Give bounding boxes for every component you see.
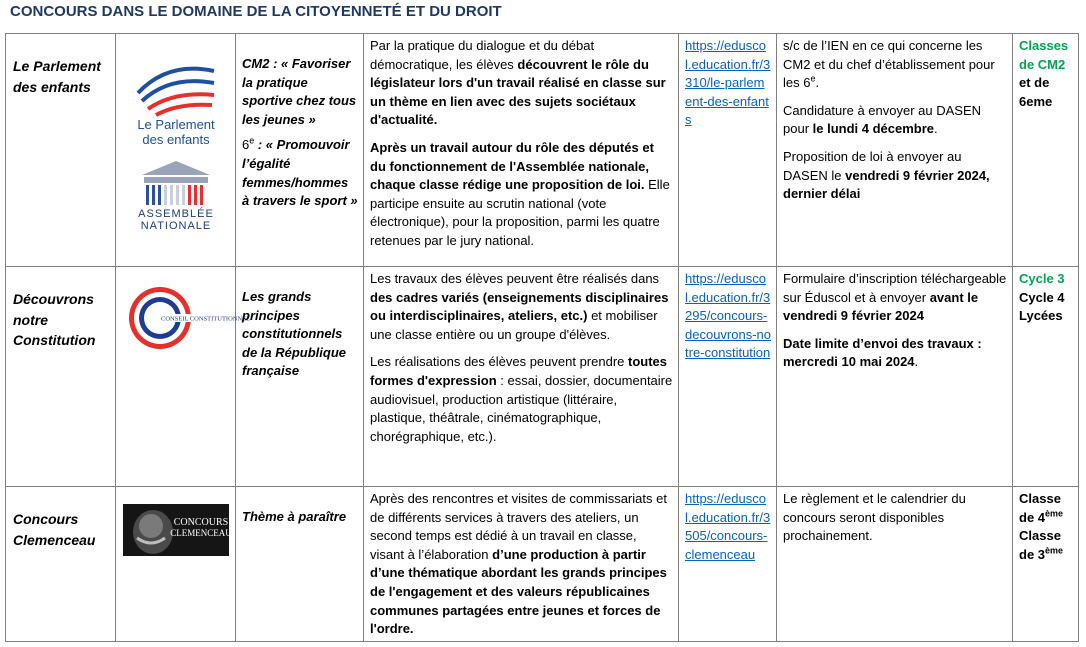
info-cell	[777, 487, 1013, 642]
parlement-des-enfants-logo	[128, 55, 224, 149]
logo-text: ASSEMBLÉE	[138, 208, 214, 220]
description-bold: des cadres variés (enseignements disciplinaires ou interdisciplinaires, ateliers, etc.)	[370, 289, 669, 324]
link-cell	[679, 34, 777, 267]
assemblee-nationale-logo	[130, 155, 222, 231]
logo-text: NATIONALE	[140, 220, 212, 232]
info-text: s/c de l’IEN en ce qui concerne les CM2 et du chef d’établissement pour les 6	[783, 38, 995, 91]
contest-name: Le Parlement des enfants	[13, 58, 101, 95]
description-cell	[364, 487, 679, 642]
page-title: CONCOURS DANS LE DOMAINE DE LA CITOYENNETÉ ET DU DROIT	[10, 3, 502, 20]
description-cell	[364, 34, 679, 267]
classes-sup: ème	[1045, 508, 1064, 519]
info-text: Formulaire d’inscription téléchargeable sur Éduscol et à envoyer	[783, 271, 1007, 305]
table-row	[6, 487, 1079, 642]
theme-sixth-sup: e	[249, 136, 255, 147]
info-sup: e	[810, 73, 816, 84]
table-row	[6, 34, 1079, 267]
theme-cell	[236, 267, 364, 487]
eduscol-link[interactable]: https://eduscol.education.fr/3295/concours-decouvrons-notre-constitution	[685, 271, 771, 361]
info-text: .	[914, 354, 919, 370]
info-cell	[777, 267, 1013, 487]
logo-cell	[116, 267, 251, 487]
classes-text: et de 6eme	[1019, 75, 1053, 109]
eduscol-link[interactable]: https://eduscol.education.fr/3310/le-parlement-des-enfants	[685, 38, 771, 128]
classes-text: Classe de 4	[1019, 491, 1061, 525]
classes-sup: ème	[1045, 545, 1064, 556]
contest-name: Concours Clemenceau	[13, 511, 96, 548]
info-bold: Date limite d’envoi des travaux :	[783, 335, 982, 351]
theme-sixth-text: : « Promouvoir l’égalité femmes/hommes à travers le sport »	[242, 137, 358, 209]
link-cell	[679, 267, 777, 487]
description-bold: toutes formes d'expression	[370, 354, 667, 388]
description-text: et mobiliser une classe entière ou un groupe d'élèves.	[370, 308, 658, 342]
logo-cell	[116, 34, 236, 267]
description-text: : essai, dossier, documentaire audiovisuel, production artistique (littéraire, plastique, théâtrale, cinématographique, chorégraphique, etc.).	[370, 372, 673, 444]
description-bold: découvrent le rôle du législateur lors d'un travail réalisé en classe sur un thème en lien avec des sujets sociétaux d'actualité.	[370, 56, 666, 128]
info-text: .	[934, 121, 938, 137]
concours-clemenceau-logo	[123, 504, 232, 556]
contest-name: Découvrons notre Constitution	[13, 291, 96, 348]
theme-cm2-label: CM2	[242, 56, 270, 71]
theme-sixth-label: 6	[242, 137, 250, 153]
description-bold: d’une production à partir d’une thématique abordant les grands principes de l'engagement et des valeurs républicaines communes partagées entre jeunes et forces de l'ordre.	[370, 546, 667, 637]
description-text: Elle participe ensuite au scrutin national (vote électronique), pour la proposition, parmi les quatre retenues par le jury national.	[370, 177, 670, 248]
conseil-constitutionnel-logo	[126, 284, 251, 352]
description-text: Les réalisations des élèves peuvent prendre	[370, 354, 628, 370]
info-bold: le lundi 4 décembre	[812, 121, 935, 137]
classes-cell	[1013, 34, 1079, 267]
description-cell	[364, 267, 679, 487]
description-text: Par la pratique du dialogue et du débat démocratique, les élèves	[370, 38, 595, 72]
logo-text: des enfants	[142, 132, 210, 147]
description-bold: Après un travail autour du rôle des députés et du fonctionnement de l'Assemblée nationale, chaque classe rédige une proposition de loi.	[370, 139, 654, 193]
logo-text: CLEMENCEAU	[170, 528, 232, 538]
contests-table	[5, 33, 1079, 642]
theme-text: Les grands principes constitutionnels de la République française	[242, 289, 347, 379]
classes-highlight: Classes de CM2	[1019, 38, 1069, 72]
info-text: Candidature à envoyer au DASEN pour	[783, 102, 982, 137]
description-text: Après des rencontres et visites de commissariats et de différents services à travers des ateliers, un second temps est dédié à un travail en classe, visant à l’élaboration	[370, 491, 667, 562]
theme-cell	[236, 487, 364, 642]
info-text: Le règlement et le calendrier du concours seront disponibles prochainement.	[783, 491, 966, 544]
link-cell	[679, 487, 777, 642]
info-bold: mercredi 10 mai 2024	[783, 354, 915, 370]
contest-name-cell	[6, 34, 116, 267]
logo-text: Le Parlement	[137, 117, 215, 132]
theme-text: Thème à paraître	[242, 509, 347, 524]
classes-cell	[1013, 267, 1079, 487]
info-text: Proposition de loi à envoyer au DASEN le	[783, 148, 962, 183]
contest-name-cell	[6, 487, 116, 642]
classes-text: Cycle 4 Lycées	[1019, 289, 1065, 324]
table-row	[6, 267, 1079, 487]
info-cell	[777, 34, 1013, 267]
theme-cell	[236, 34, 364, 267]
eduscol-link[interactable]: https://eduscol.education.fr/3505/concours-clemenceau	[685, 491, 771, 562]
logo-cell	[116, 487, 236, 642]
logo-text: CONSEIL CONSTITUTIONNEL	[161, 315, 251, 323]
info-bold: avant le vendredi 9 février 2024	[783, 289, 979, 324]
theme-cm2-text: : « Favoriser la pratique sportive chez tous les jeunes »	[242, 56, 357, 127]
logo-text: CONCOURS	[173, 517, 229, 528]
classes-cell	[1013, 487, 1079, 642]
classes-text: Classe de 3	[1019, 528, 1061, 562]
info-bold: vendredi 9 février 2024, dernier délai	[783, 167, 990, 202]
contest-name-cell	[6, 267, 116, 487]
description-text: Les travaux des élèves peuvent être réalisés dans	[370, 271, 660, 286]
info-text: .	[815, 75, 820, 91]
classes-highlight: Cycle 3	[1019, 271, 1065, 286]
